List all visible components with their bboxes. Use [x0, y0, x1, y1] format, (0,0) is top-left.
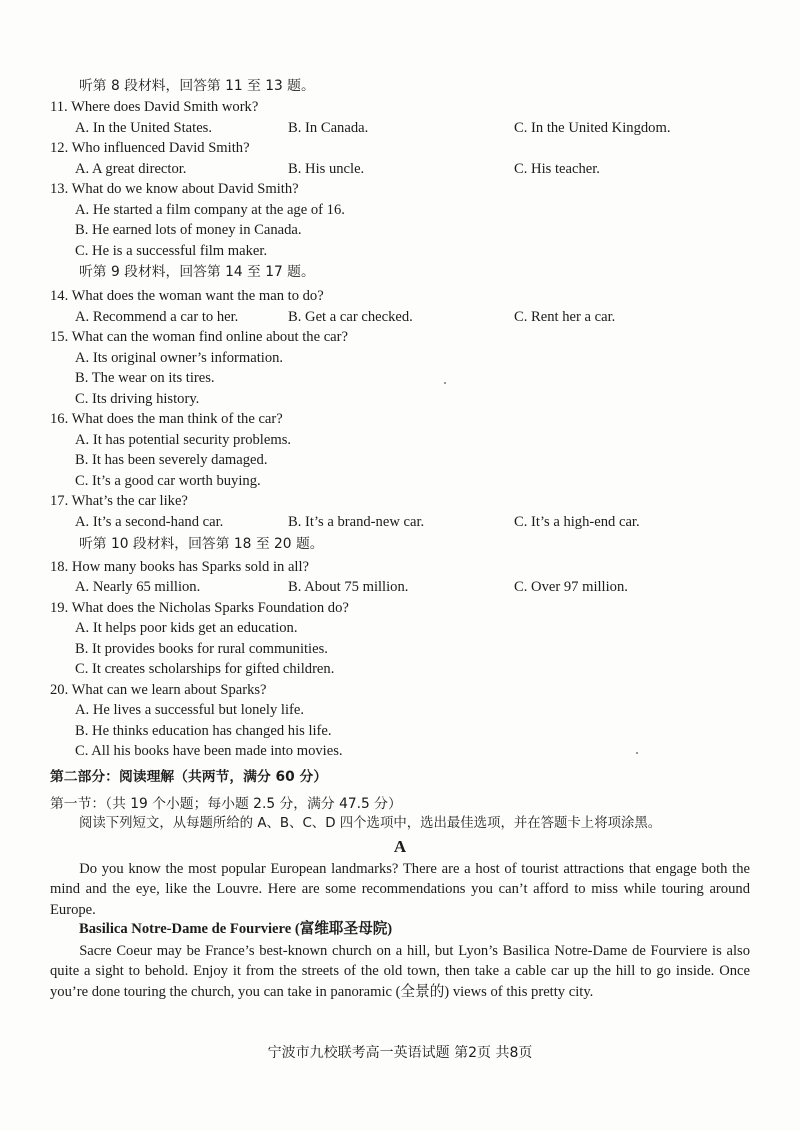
landmark-heading-fourviere: Basilica Notre-Dame de Fourviere (富维耶圣母院): [79, 921, 393, 937]
passage-intro: Do you know the most popular European landmarks? There are a host of tourist attractions that engage both the mind and the eye, like the Louvre. Here are some recommendations you can’t afford to miss while touring around Europe.: [50, 861, 750, 918]
question-19-stem: 19. What does the Nicholas Sparks Foundation do?: [50, 600, 349, 616]
question-19-option-a: A. It helps poor kids get an education.: [75, 620, 298, 636]
question-20-option-b: B. He thinks education has changed his life.: [75, 723, 332, 739]
question-11-stem: 11. Where does David Smith work?: [50, 99, 259, 115]
question-15-option-a: A. Its original owner’s information.: [75, 350, 284, 366]
question-18-stem: 18. How many books has Sparks sold in all?: [50, 559, 310, 575]
question-12-option-b: B. His uncle.: [288, 161, 365, 177]
question-20-stem: 20. What can we learn about Sparks?: [50, 682, 267, 698]
question-17-option-b: B. It’s a brand-new car.: [288, 514, 425, 530]
reading-instruction: 阅读下列短文，从每题所给的 A、B、C、D 四个选项中，选出最佳选项，并在答题卡上将项涂黑。: [79, 816, 662, 831]
question-12-option-a: A. A great director.: [75, 161, 187, 177]
question-19-option-c: C. It creates scholarships for gifted children.: [75, 661, 335, 677]
question-15-stem: 15. What can the woman find online about the car?: [50, 329, 348, 345]
question-14-option-a: A. Recommend a car to her.: [75, 309, 239, 325]
question-16-option-b: B. It has been severely damaged.: [75, 452, 268, 468]
question-11-option-b: B. In Canada.: [288, 120, 369, 136]
question-14-option-c: C. Rent her a car.: [514, 309, 616, 325]
section-9-instruction: 听第 9 段材料，回答第 14 至 17 题。: [79, 264, 315, 280]
question-11-option-a: A. In the United States.: [75, 120, 212, 136]
section-one-title: 第一节：（共 19 个小题；每小题 2.5 分，满分 47.5 分）: [50, 796, 402, 812]
question-17-option-a: A. It’s a second-hand car.: [75, 514, 224, 530]
question-20-option-c: C. All his books have been made into movies.: [75, 743, 343, 759]
question-19-option-b: B. It provides books for rural communities.: [75, 641, 328, 657]
question-16-option-a: A. It has potential security problems.: [75, 432, 292, 448]
question-16-option-c: C. It’s a good car worth buying.: [75, 473, 261, 489]
question-16-stem: 16. What does the man think of the car?: [50, 411, 283, 427]
question-18-option-b: B. About 75 million.: [288, 579, 409, 595]
question-13-stem: 13. What do we know about David Smith?: [50, 181, 299, 197]
page-footer: 宁波市九校联考高一英语试题 第2页 共8页: [267, 1045, 533, 1061]
scan-speck: [444, 382, 446, 384]
question-14-stem: 14. What does the woman want the man to do?: [50, 288, 324, 304]
question-13-option-b: B. He earned lots of money in Canada.: [75, 222, 302, 238]
question-12-option-c: C. His teacher.: [514, 161, 600, 177]
question-15-option-b: B. The wear on its tires.: [75, 370, 215, 386]
question-14-option-b: B. Get a car checked.: [288, 309, 413, 325]
question-13-option-c: C. He is a successful film maker.: [75, 243, 268, 259]
scan-speck: [636, 752, 638, 754]
question-15-option-c: C. Its driving history.: [75, 391, 200, 407]
landmark-paragraph-fourviere: Sacre Coeur may be France’s best-known church on a hill, but Lyon’s Basilica Notre-Dame de Fourviere is also quite a sight to behold. Enjoy it from the streets of the old town, then take a cable car up the hill to go inside. Once you’re done touring the church, you can take in panoramic (全景的) views of this pretty city.: [50, 943, 750, 1000]
part-two-title: 第二部分：阅读理解（共两节，满分 60 分）: [50, 769, 328, 785]
question-17-option-c: C. It’s a high-end car.: [514, 514, 640, 530]
passage-letter: A: [393, 837, 407, 856]
question-17-stem: 17. What’s the car like?: [50, 493, 188, 509]
question-13-option-a: A. He started a film company at the age of 16.: [75, 202, 345, 218]
question-11-option-c: C. In the United Kingdom.: [514, 120, 671, 136]
question-18-option-c: C. Over 97 million.: [514, 579, 628, 595]
section-8-instruction: 听第 8 段材料，回答第 11 至 13 题。: [79, 78, 315, 94]
section-10-instruction: 听第 10 段材料，回答第 18 至 20 题。: [79, 536, 324, 552]
question-12-stem: 12. Who influenced David Smith?: [50, 140, 250, 156]
question-18-option-a: A. Nearly 65 million.: [75, 579, 201, 595]
question-20-option-a: A. He lives a successful but lonely life.: [75, 702, 304, 718]
